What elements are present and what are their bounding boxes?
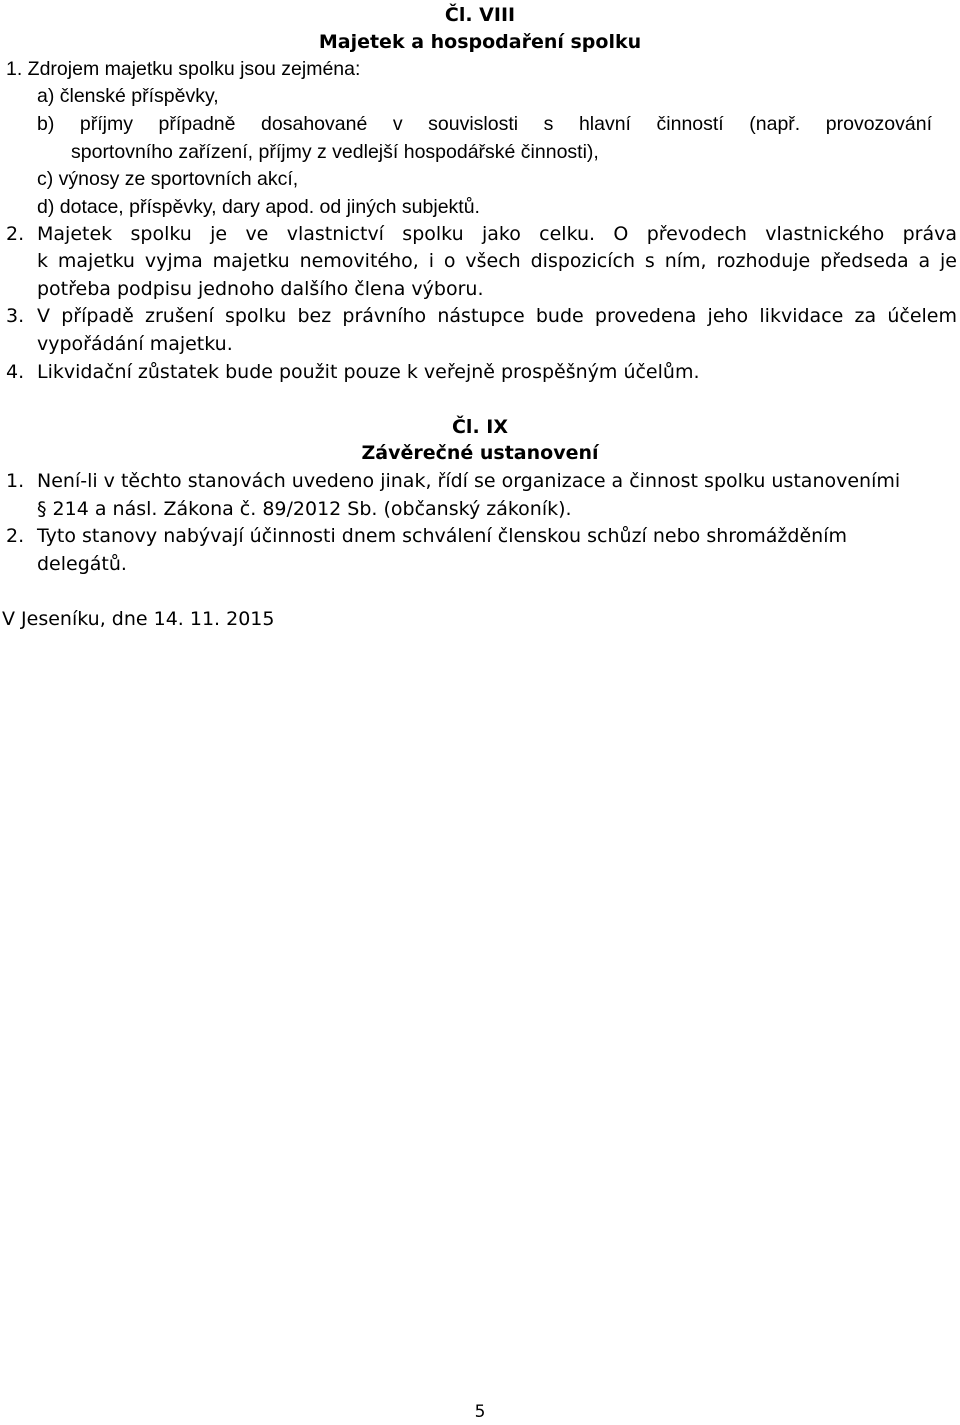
section8-p2-line3: potřeba podpisu jednoho dalšího člena výboru.: [37, 278, 484, 300]
section8-p2-number: 2.: [6, 223, 25, 245]
section-number-viii: Čl. VIII: [444, 4, 516, 26]
section-title-ix: Závěrečné ustanovení: [361, 442, 599, 464]
section8-p1-item-b-line1: b) příjmy případně dosahované v souvislosti s hlavní činností (např. provozování: [37, 113, 932, 135]
section-title-viii: Majetek a hospodaření spolku: [318, 31, 642, 53]
section8-p1-item-c: c) výnosy ze sportovních akcí,: [37, 168, 299, 190]
section8-p2-line2: k majetku vyjma majetku nemovitého, i o všech dispozicích s ním, rozhoduje předseda a je: [37, 250, 957, 272]
section8-p4-line1: Likvidační zůstatek bude použit pouze k veřejně prospěšným účelům.: [37, 361, 700, 383]
page-number: 5: [474, 1402, 486, 1422]
section8-p1-intro: 1. Zdrojem majetku spolku jsou zejména:: [6, 58, 361, 80]
section8-p3-line1: V případě zrušení spolku bez právního nástupce bude provedena jeho likvidace za účelem: [37, 305, 957, 327]
section9-p2-line2: delegátů.: [37, 553, 127, 575]
section9-p1-line2: § 214 a násl. Zákona č. 89/2012 Sb. (občanský zákoník).: [37, 498, 572, 520]
section9-p1-line1: Není-li v těchto stanovách uvedeno jinak, řídí se organizace a činnost spolku ustanoveními: [37, 470, 901, 492]
section8-p1-item-b-line2: sportovního zařízení, příjmy z vedlejší hospodářské činnosti),: [71, 141, 599, 163]
section8-p1-item-a: a) členské příspěvky,: [37, 85, 219, 107]
place-and-date: V Jeseníku, dne 14. 11. 2015: [2, 608, 275, 630]
section9-p1-number: 1.: [6, 470, 25, 492]
section8-p3-number: 3.: [6, 305, 25, 327]
section8-p3-line2: vypořádání majetku.: [37, 333, 233, 355]
section-number-ix: Čl. IX: [451, 416, 508, 438]
section8-p2-line1: Majetek spolku je ve vlastnictví spolku jako celku. O převodech vlastnického práva: [37, 223, 957, 245]
section9-p2-line1: Tyto stanovy nabývají účinnosti dnem schválení členskou schůzí nebo shromážděním: [37, 525, 847, 547]
section9-p2-number: 2.: [6, 525, 25, 547]
section8-p1-item-d: d) dotace, příspěvky, dary apod. od jiných subjektů.: [37, 196, 480, 218]
section8-p4-number: 4.: [6, 361, 25, 383]
